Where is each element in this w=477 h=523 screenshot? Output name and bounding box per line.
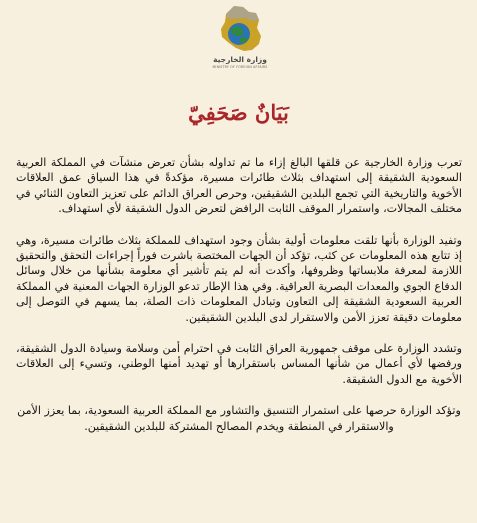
statement-body bbox=[16, 155, 462, 434]
paragraph-1: تعرب وزارة الخارجية عن قلقها البالغ إزاء ما تم تداوله بشأن تعرض منشآت في المملكة العربية السعودية الشقيقة إلى استهداف بثلاث طائرات مسيرة، مؤكدةً في هذا السياق عمق العلاقات الأخوية والتاريخية التي تجمع البلدين الشقيقين، وحرص العراق الدائم على تعزيز التعاون الثنائي في مختلف المجالات، واستمرار الموقف الثابت الرافض لتعرض الدول الشقيقة لأي استهداف. bbox=[16, 156, 462, 216]
paragraph-4: وتؤكد الوزارة حرصها على استمرار التنسيق والتشاور مع المملكة العربية السعودية، بما يعزز الأمن والاستقرار في المنطقة ويخدم المصالح المشتركة للبلدين الشقيقين. bbox=[17, 404, 461, 433]
ministry-name-arabic: وزارة الخارجية bbox=[213, 55, 267, 64]
iraq-map-globe-emblem bbox=[214, 4, 266, 62]
paragraph-2: وتفيد الوزارة بأنها تلقت معلومات أولية بشأن وجود استهداف للمملكة بثلاث طائرات مسيرة، وهي إذ تتابع هذه المعلومات عن كثب، تؤكد أن الجهات المختصة باشرت فوراً إجراءات التحقق والتحقيق اللازمة لمعرفة ملابساتها وظروفها، وأكدت أنه لم يتم تأشير أي معلومة بشأنها من خلال وسائل الدفاع الجوي والمعدات البصرية العراقية. وفي هذا الإطار تدعو الوزارة الجهات المعنية في المملكة العربية السعودية الشقيقة إلى التعاون وتبادل المعلومات ذات الصلة، بما يسهم في التوصل إلى معلومات دقيقة تعزز الأمن والاستقرار لدى البلدين الشقيقين. bbox=[16, 233, 462, 324]
statement-title: بَيَانٌ صَحَفِيّ bbox=[188, 100, 289, 125]
paragraph-3: وتشدد الوزارة على موقف جمهورية العراق الثابت في احترام أمن وسلامة وسيادة الدول الشقيقة، ورفضها لأي أعمال من شأنها المساس باستقرارها أو تهديد أمنها الوطني، وتسيء إلى العلاقات الأخوية مع الدول الشقيقة. bbox=[16, 342, 462, 386]
ministry-name-english: MINISTRY OF FOREIGN AFFAIRS bbox=[212, 65, 268, 69]
